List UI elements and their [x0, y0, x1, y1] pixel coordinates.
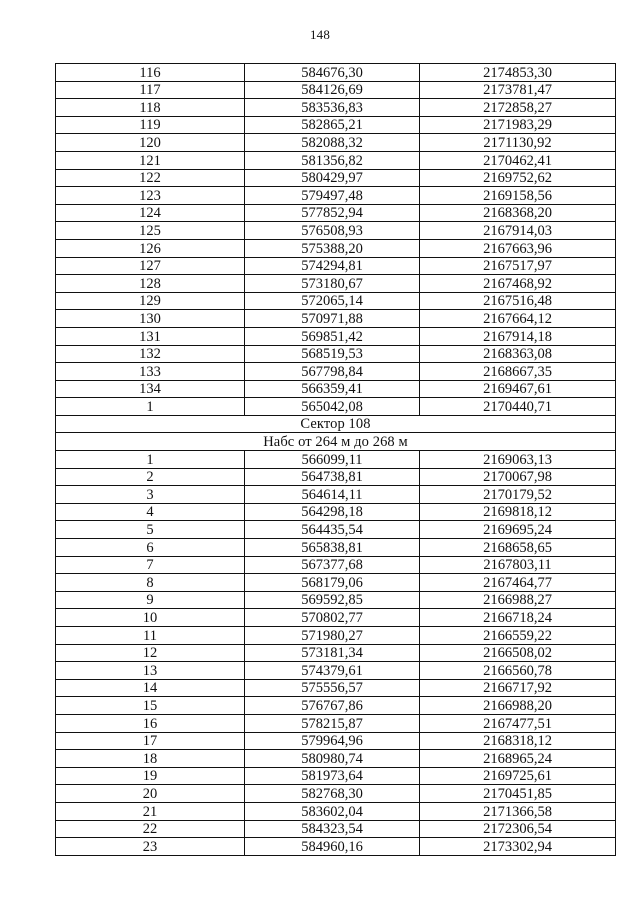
point-number-cell: 21	[56, 802, 245, 820]
table-row	[56, 64, 616, 82]
y-coordinate-cell: 2170179,52	[420, 486, 616, 504]
y-coordinate-cell: 2167464,77	[420, 574, 616, 592]
y-coordinate-cell: 2166717,92	[420, 679, 616, 697]
x-coordinate-cell: 565042,08	[245, 398, 420, 416]
sector-title: Сектор 108	[56, 415, 616, 433]
point-number-cell: 1	[56, 398, 245, 416]
y-coordinate-cell: 2172858,27	[420, 99, 616, 117]
x-coordinate-cell: 564614,11	[245, 486, 420, 504]
table-row	[56, 99, 616, 117]
x-coordinate-cell: 579497,48	[245, 187, 420, 205]
y-coordinate-cell: 2166988,27	[420, 591, 616, 609]
table-row	[56, 451, 616, 469]
x-coordinate-cell: 584323,54	[245, 820, 420, 838]
table-row	[56, 81, 616, 99]
point-number-cell: 5	[56, 521, 245, 539]
y-coordinate-cell: 2167516,48	[420, 292, 616, 310]
y-coordinate-cell: 2166559,22	[420, 627, 616, 645]
x-coordinate-cell: 570971,88	[245, 310, 420, 328]
point-number-cell: 126	[56, 239, 245, 257]
x-coordinate-cell: 573180,67	[245, 275, 420, 293]
point-number-cell: 131	[56, 327, 245, 345]
y-coordinate-cell: 2168363,08	[420, 345, 616, 363]
point-number-cell: 121	[56, 151, 245, 169]
x-coordinate-cell: 576767,86	[245, 697, 420, 715]
table-row	[56, 732, 616, 750]
table-row	[56, 662, 616, 680]
table-row	[56, 275, 616, 293]
table-row	[56, 644, 616, 662]
x-coordinate-cell: 575388,20	[245, 239, 420, 257]
y-coordinate-cell: 2171366,58	[420, 802, 616, 820]
y-coordinate-cell: 2166988,20	[420, 697, 616, 715]
point-number-cell: 12	[56, 644, 245, 662]
table-row	[56, 627, 616, 645]
x-coordinate-cell: 565838,81	[245, 539, 420, 557]
table-row	[56, 486, 616, 504]
y-coordinate-cell: 2167664,12	[420, 310, 616, 328]
point-number-cell: 8	[56, 574, 245, 592]
point-number-cell: 1	[56, 451, 245, 469]
x-coordinate-cell: 574294,81	[245, 257, 420, 275]
point-number-cell: 117	[56, 81, 245, 99]
x-coordinate-cell: 571980,27	[245, 627, 420, 645]
table-row	[56, 398, 616, 416]
x-coordinate-cell: 582768,30	[245, 785, 420, 803]
y-coordinate-cell: 2168368,20	[420, 204, 616, 222]
table-row	[56, 802, 616, 820]
point-number-cell: 23	[56, 838, 245, 856]
coordinates-table-container	[55, 63, 615, 856]
point-number-cell: 16	[56, 714, 245, 732]
y-coordinate-cell: 2167468,92	[420, 275, 616, 293]
point-number-cell: 124	[56, 204, 245, 222]
y-coordinate-cell: 2173302,94	[420, 838, 616, 856]
point-number-cell: 129	[56, 292, 245, 310]
table-row	[56, 345, 616, 363]
point-number-cell: 116	[56, 64, 245, 82]
point-number-cell: 17	[56, 732, 245, 750]
table-row	[56, 222, 616, 240]
y-coordinate-cell: 2167663,96	[420, 239, 616, 257]
sector-subtitle-row	[56, 433, 616, 451]
point-number-cell: 3	[56, 486, 245, 504]
x-coordinate-cell: 580980,74	[245, 750, 420, 768]
x-coordinate-cell: 583536,83	[245, 99, 420, 117]
x-coordinate-cell: 567377,68	[245, 556, 420, 574]
table-row	[56, 503, 616, 521]
table-row	[56, 750, 616, 768]
y-coordinate-cell: 2170440,71	[420, 398, 616, 416]
table-row	[56, 767, 616, 785]
point-number-cell: 14	[56, 679, 245, 697]
x-coordinate-cell: 584126,69	[245, 81, 420, 99]
table-row	[56, 679, 616, 697]
point-number-cell: 11	[56, 627, 245, 645]
x-coordinate-cell: 577852,94	[245, 204, 420, 222]
x-coordinate-cell: 564298,18	[245, 503, 420, 521]
table-row	[56, 556, 616, 574]
y-coordinate-cell: 2166718,24	[420, 609, 616, 627]
point-number-cell: 130	[56, 310, 245, 328]
point-number-cell: 128	[56, 275, 245, 293]
y-coordinate-cell: 2169818,12	[420, 503, 616, 521]
x-coordinate-cell: 568179,06	[245, 574, 420, 592]
table-row	[56, 521, 616, 539]
point-number-cell: 127	[56, 257, 245, 275]
sector-title-row	[56, 415, 616, 433]
x-coordinate-cell: 582088,32	[245, 134, 420, 152]
table-row	[56, 820, 616, 838]
y-coordinate-cell: 2169752,62	[420, 169, 616, 187]
y-coordinate-cell: 2170067,98	[420, 468, 616, 486]
table-row	[56, 169, 616, 187]
x-coordinate-cell: 581973,64	[245, 767, 420, 785]
point-number-cell: 20	[56, 785, 245, 803]
point-number-cell: 22	[56, 820, 245, 838]
point-number-cell: 119	[56, 116, 245, 134]
x-coordinate-cell: 569851,42	[245, 327, 420, 345]
x-coordinate-cell: 566099,11	[245, 451, 420, 469]
point-number-cell: 6	[56, 539, 245, 557]
y-coordinate-cell: 2169725,61	[420, 767, 616, 785]
table-body-lower	[56, 451, 616, 856]
point-number-cell: 118	[56, 99, 245, 117]
table-row	[56, 539, 616, 557]
y-coordinate-cell: 2170462,41	[420, 151, 616, 169]
y-coordinate-cell: 2169063,13	[420, 451, 616, 469]
point-number-cell: 120	[56, 134, 245, 152]
x-coordinate-cell: 576508,93	[245, 222, 420, 240]
table-row	[56, 310, 616, 328]
y-coordinate-cell: 2171983,29	[420, 116, 616, 134]
x-coordinate-cell: 574379,61	[245, 662, 420, 680]
y-coordinate-cell: 2169158,56	[420, 187, 616, 205]
point-number-cell: 125	[56, 222, 245, 240]
table-row	[56, 609, 616, 627]
y-coordinate-cell: 2167914,03	[420, 222, 616, 240]
x-coordinate-cell: 568519,53	[245, 345, 420, 363]
y-coordinate-cell: 2169695,24	[420, 521, 616, 539]
y-coordinate-cell: 2166508,02	[420, 644, 616, 662]
table-body-upper	[56, 64, 616, 416]
y-coordinate-cell: 2172306,54	[420, 820, 616, 838]
point-number-cell: 9	[56, 591, 245, 609]
coordinates-table	[55, 63, 616, 856]
y-coordinate-cell: 2168965,24	[420, 750, 616, 768]
x-coordinate-cell: 584676,30	[245, 64, 420, 82]
x-coordinate-cell: 573181,34	[245, 644, 420, 662]
y-coordinate-cell: 2167803,11	[420, 556, 616, 574]
sector-subtitle: Набс от 264 м до 268 м	[56, 433, 616, 451]
table-row	[56, 204, 616, 222]
point-number-cell: 132	[56, 345, 245, 363]
table-row	[56, 187, 616, 205]
x-coordinate-cell: 584960,16	[245, 838, 420, 856]
table-row	[56, 468, 616, 486]
page-number: 148	[309, 27, 331, 42]
point-number-cell: 7	[56, 556, 245, 574]
x-coordinate-cell: 575556,57	[245, 679, 420, 697]
table-row	[56, 574, 616, 592]
table-row	[56, 591, 616, 609]
table-row	[56, 257, 616, 275]
point-number-cell: 122	[56, 169, 245, 187]
point-number-cell: 15	[56, 697, 245, 715]
y-coordinate-cell: 2170451,85	[420, 785, 616, 803]
point-number-cell: 19	[56, 767, 245, 785]
table-row	[56, 327, 616, 345]
y-coordinate-cell: 2167517,97	[420, 257, 616, 275]
point-number-cell: 134	[56, 380, 245, 398]
x-coordinate-cell: 570802,77	[245, 609, 420, 627]
table-row	[56, 134, 616, 152]
table-row	[56, 380, 616, 398]
sector-header	[56, 415, 616, 450]
point-number-cell: 133	[56, 363, 245, 381]
y-coordinate-cell: 2167914,18	[420, 327, 616, 345]
x-coordinate-cell: 583602,04	[245, 802, 420, 820]
x-coordinate-cell: 578215,87	[245, 714, 420, 732]
y-coordinate-cell: 2174853,30	[420, 64, 616, 82]
point-number-cell: 4	[56, 503, 245, 521]
x-coordinate-cell: 582865,21	[245, 116, 420, 134]
point-number-cell: 123	[56, 187, 245, 205]
x-coordinate-cell: 564435,54	[245, 521, 420, 539]
x-coordinate-cell: 569592,85	[245, 591, 420, 609]
y-coordinate-cell: 2166560,78	[420, 662, 616, 680]
y-coordinate-cell: 2173781,47	[420, 81, 616, 99]
x-coordinate-cell: 580429,97	[245, 169, 420, 187]
point-number-cell: 10	[56, 609, 245, 627]
x-coordinate-cell: 579964,96	[245, 732, 420, 750]
table-row	[56, 116, 616, 134]
y-coordinate-cell: 2171130,92	[420, 134, 616, 152]
x-coordinate-cell: 581356,82	[245, 151, 420, 169]
table-row	[56, 697, 616, 715]
point-number-cell: 13	[56, 662, 245, 680]
table-row	[56, 785, 616, 803]
y-coordinate-cell: 2168318,12	[420, 732, 616, 750]
y-coordinate-cell: 2168667,35	[420, 363, 616, 381]
point-number-cell: 18	[56, 750, 245, 768]
x-coordinate-cell: 572065,14	[245, 292, 420, 310]
table-row	[56, 151, 616, 169]
x-coordinate-cell: 566359,41	[245, 380, 420, 398]
x-coordinate-cell: 567798,84	[245, 363, 420, 381]
table-row	[56, 292, 616, 310]
y-coordinate-cell: 2167477,51	[420, 714, 616, 732]
table-row	[56, 838, 616, 856]
x-coordinate-cell: 564738,81	[245, 468, 420, 486]
table-row	[56, 714, 616, 732]
point-number-cell: 2	[56, 468, 245, 486]
table-row	[56, 239, 616, 257]
y-coordinate-cell: 2169467,61	[420, 380, 616, 398]
y-coordinate-cell: 2168658,65	[420, 539, 616, 557]
table-row	[56, 363, 616, 381]
